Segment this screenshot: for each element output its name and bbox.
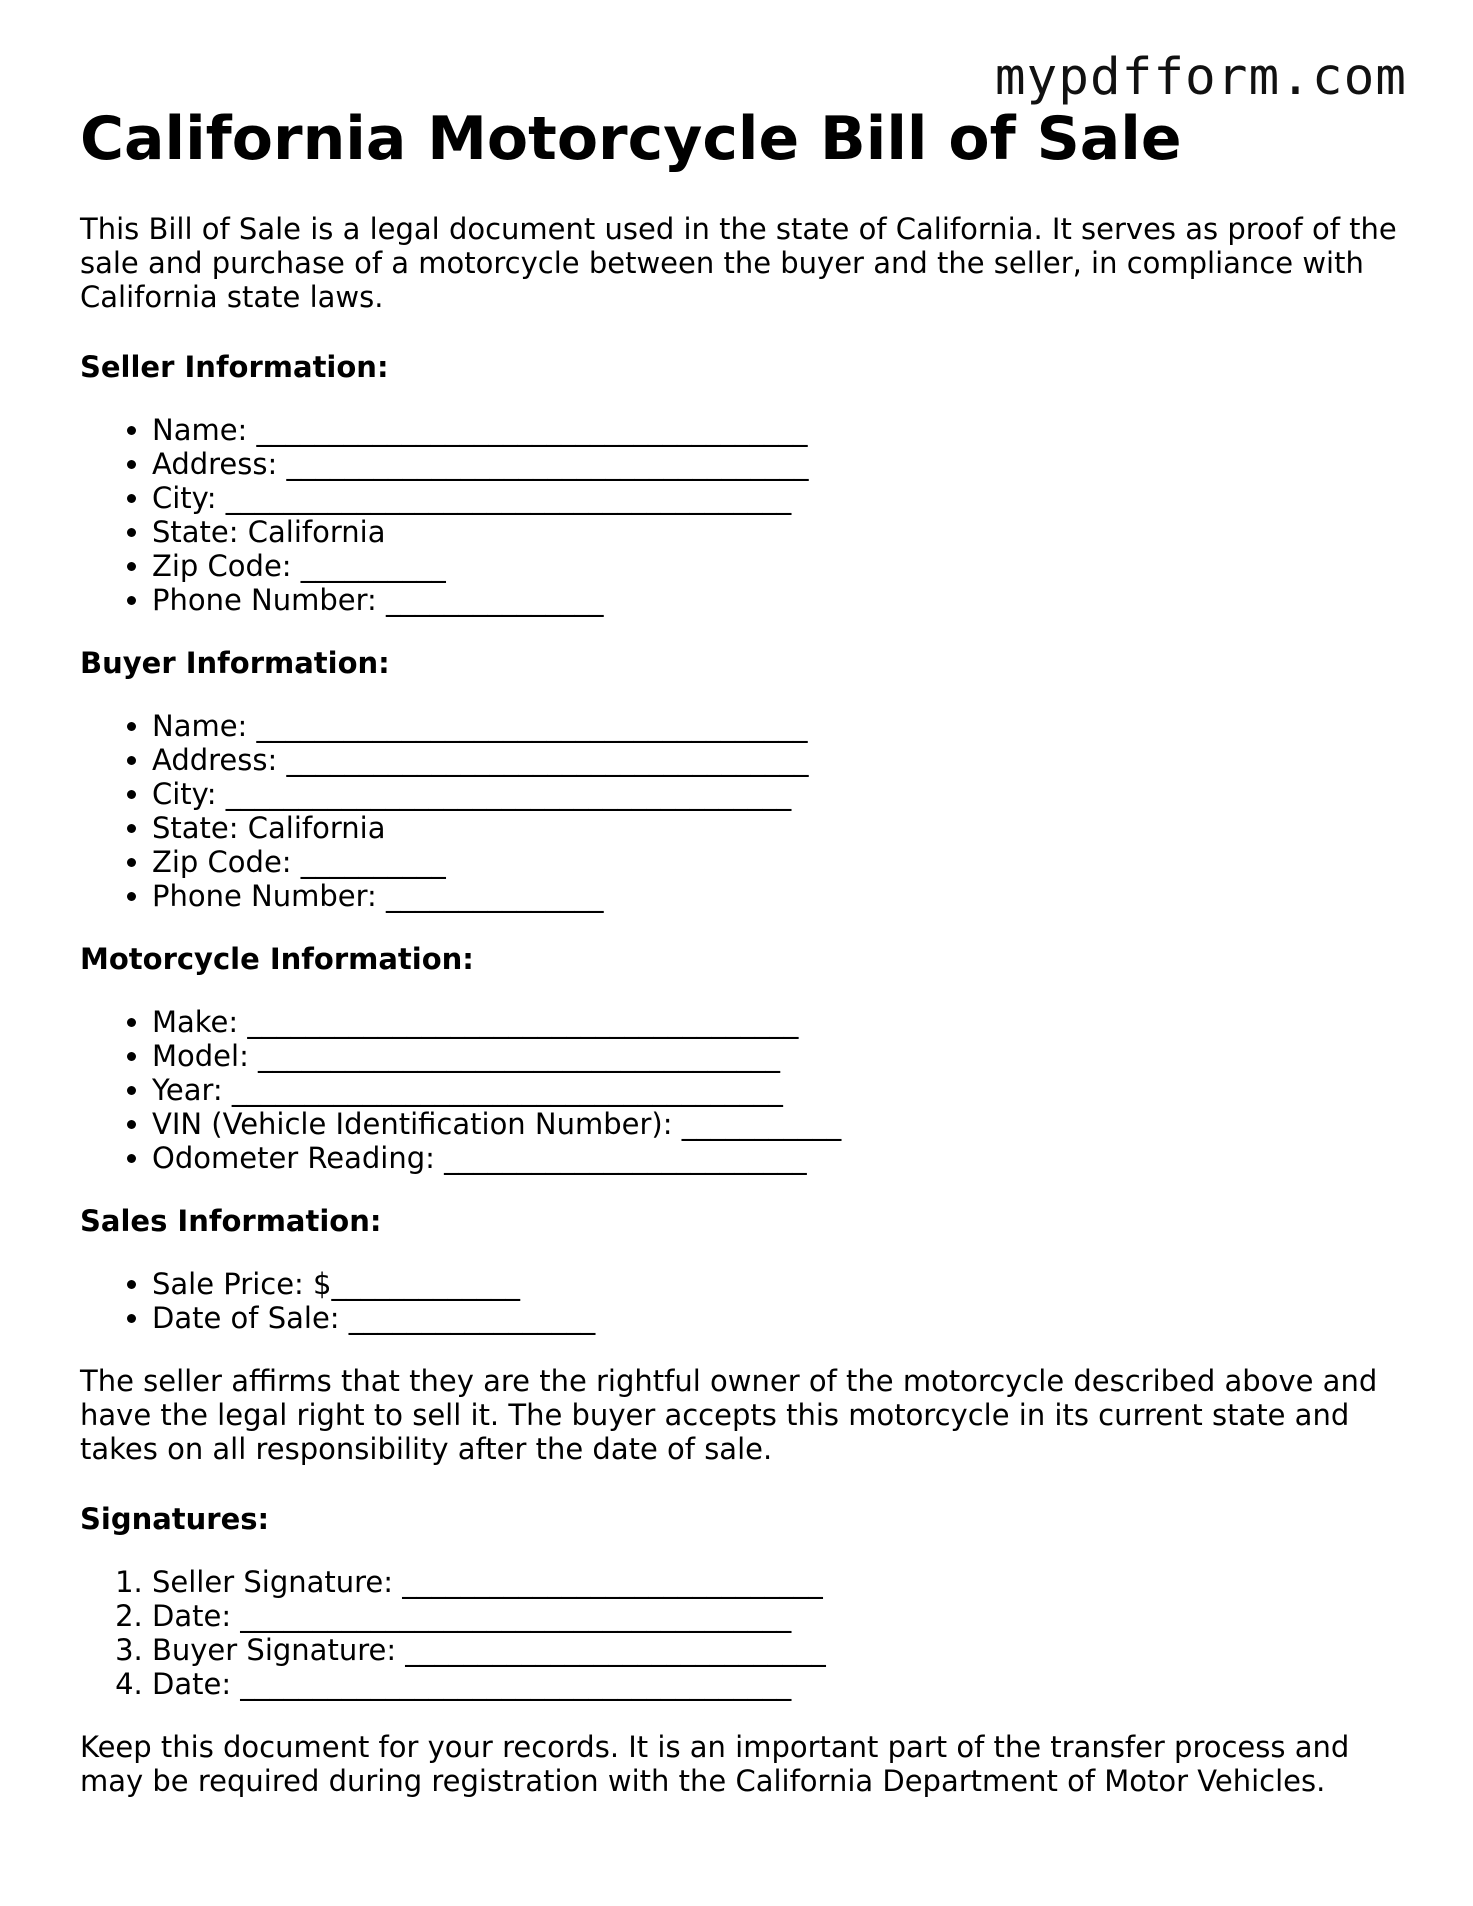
seller-field-list bbox=[80, 413, 1400, 617]
affirmation-paragraph: The seller affirms that they are the rightful owner of the motorcycle described above and have the legal right to sell it. The buyer accepts this motorcycle in its current state and takes on all responsibility after the date of sale. bbox=[80, 1364, 1378, 1466]
seller-state-field: • State: California bbox=[152, 515, 1400, 549]
sale-date-field[interactable]: • Date of Sale: _________________ bbox=[152, 1301, 1400, 1335]
buyer-name-field[interactable]: • Name: ______________________________________ bbox=[152, 709, 1400, 743]
buyer-heading: Buyer Information: bbox=[80, 646, 390, 680]
seller-signature-field[interactable]: 1. Seller Signature: _____________________________ bbox=[152, 1565, 1400, 1599]
buyer-address-field[interactable]: • Address: ____________________________________ bbox=[152, 743, 1400, 777]
seller-name-field[interactable]: • Name: ______________________________________ bbox=[152, 413, 1400, 447]
sales-field-list bbox=[80, 1267, 1400, 1335]
seller-city-field[interactable]: • City: _______________________________________ bbox=[152, 481, 1400, 515]
motorcycle-odometer-field[interactable]: • Odometer Reading: _________________________ bbox=[152, 1141, 1400, 1175]
buyer-city-field[interactable]: • City: _______________________________________ bbox=[152, 777, 1400, 811]
motorcycle-heading: Motorcycle Information: bbox=[80, 942, 474, 976]
motorcycle-make-field[interactable]: • Make: ______________________________________ bbox=[152, 1005, 1400, 1039]
seller-heading: Seller Information: bbox=[80, 350, 389, 384]
intro-paragraph: This Bill of Sale is a legal document used in the state of California. It serves as proof of the sale and purchase of a motorcycle between the buyer and the seller, in compliance with California state laws. bbox=[80, 212, 1397, 314]
buyer-signature-date-field[interactable]: 4. Date: ______________________________________ bbox=[152, 1667, 1400, 1701]
buyer-zip-field[interactable]: • Zip Code: __________ bbox=[152, 845, 1400, 879]
sales-heading: Sales Information: bbox=[80, 1204, 382, 1238]
buyer-state-field: • State: California bbox=[152, 811, 1400, 845]
buyer-field-list bbox=[80, 709, 1400, 913]
motorcycle-year-field[interactable]: • Year: ______________________________________ bbox=[152, 1073, 1400, 1107]
motorcycle-field-list bbox=[80, 1005, 1400, 1175]
seller-phone-field[interactable]: • Phone Number: _______________ bbox=[152, 583, 1400, 617]
buyer-phone-field[interactable]: • Phone Number: _______________ bbox=[152, 879, 1400, 913]
seller-signature-date-field[interactable]: 2. Date: ______________________________________ bbox=[152, 1599, 1400, 1633]
signatures-heading: Signatures: bbox=[80, 1502, 270, 1536]
signature-field-list bbox=[80, 1565, 1400, 1701]
closing-paragraph: Keep this document for your records. It is an important part of the transfer process and may be required during registration with the California Department of Motor Vehicles. bbox=[80, 1730, 1350, 1798]
seller-zip-field[interactable]: • Zip Code: __________ bbox=[152, 549, 1400, 583]
motorcycle-model-field[interactable]: • Model: ____________________________________ bbox=[152, 1039, 1400, 1073]
seller-address-field[interactable]: • Address: ____________________________________ bbox=[152, 447, 1400, 481]
document-title: California Motorcycle Bill of Sale bbox=[80, 104, 1182, 174]
bill-of-sale-document bbox=[80, 100, 1400, 1798]
site-watermark: mypdfform.com bbox=[994, 48, 1407, 107]
buyer-signature-field[interactable]: 3. Buyer Signature: _____________________________ bbox=[152, 1633, 1400, 1667]
motorcycle-vin-field[interactable]: • VIN (Vehicle Identification Number): ___________ bbox=[152, 1107, 1400, 1141]
sale-price-field[interactable]: • Sale Price: $_____________ bbox=[152, 1267, 1400, 1301]
